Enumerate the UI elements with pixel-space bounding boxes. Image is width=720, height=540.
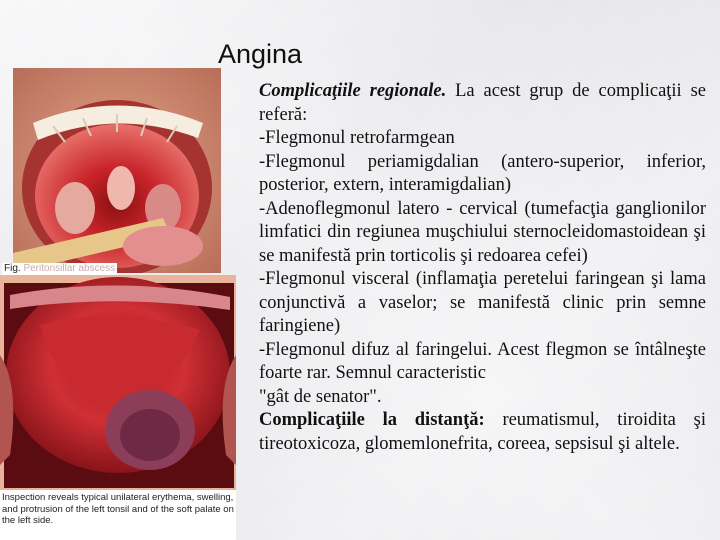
list-item: -Flegmonul difuz al faringelui. Acest flegmon se întâlneşte foarte rar. Semnul caracteristic — [259, 339, 706, 383]
distance-text: reumatismul, tiroidita şi tireotoxicoza, glomemlonefrita, coreea, sepsisul şi altele. — [259, 410, 706, 454]
regional-intro: La acest grup de complicaţii se referă: — [259, 81, 706, 125]
distance-heading: Complicaţiile la distanţă: — [259, 410, 485, 430]
list-item: -Adenoflegmonul latero - cervical (tumefacţia ganglionilor limfatici din regiunea muşchiului sternocleidomastoidean şi se manifestă prin torticolis şi redoarea cefei) — [259, 198, 706, 266]
regional-heading: Complicaţiile regionale. — [259, 81, 447, 101]
figure-number: Fig. — [4, 263, 21, 274]
tonsil-photo-top — [13, 68, 221, 273]
distance-paragraph — [259, 409, 706, 456]
figure-caption: Inspection reveals typical unilateral erythema, swelling, and protrusion of the left tonsil and of the soft palate on the left side. — [2, 492, 234, 526]
list-item: -Flegmonul visceral (inflamaţia peretelui faringean şi lama conjunctivă a vaselor; se manifestă clinic prin semne faringiene) — [259, 269, 706, 336]
list-item: -Flegmonul periamigdalian (antero-superior, inferior, posterior, extern, interamigdalian) — [259, 151, 706, 195]
slide-title: Angina — [218, 39, 303, 69]
body-text — [259, 80, 706, 456]
figure-label — [2, 263, 117, 275]
list-item: "gât de senator". — [259, 386, 382, 407]
figure-title: Peritonsillar abscess — [23, 263, 116, 274]
list-item: -Flegmonul retrofarmgean — [259, 128, 455, 148]
regional-paragraph — [259, 80, 706, 127]
